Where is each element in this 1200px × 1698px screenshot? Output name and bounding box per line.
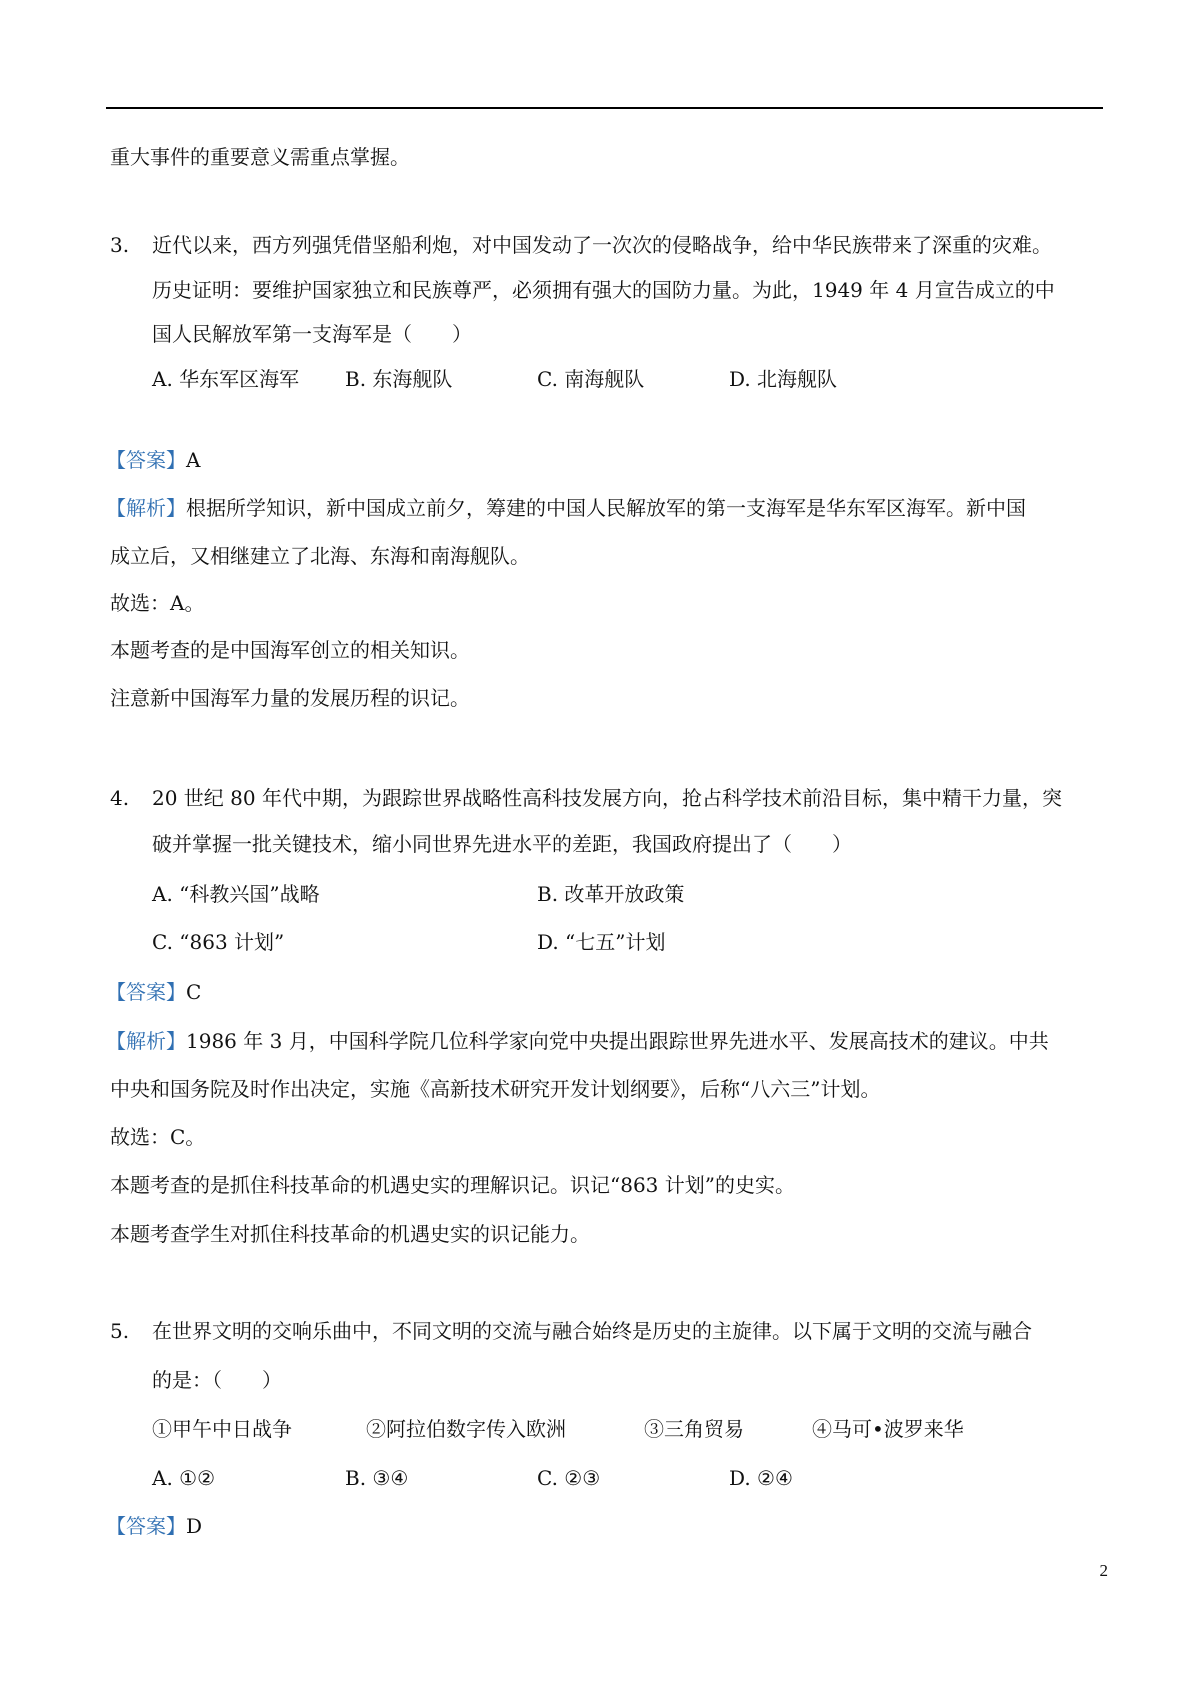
question-4-option-c: C. “863 计划” — [152, 930, 285, 954]
question-5-item-3: ③三角贸易 — [644, 1417, 744, 1441]
question-3-note-3: 注意新中国海军力量的发展历程的识记。 — [110, 686, 470, 710]
question-3-option-d: D. 北海舰队 — [729, 367, 838, 391]
answer-value: C — [186, 980, 202, 1004]
analysis-tag: 【解析】 — [106, 496, 186, 520]
question-5-number: 5. — [110, 1319, 130, 1343]
question-3-note-2: 本题考查的是中国海军创立的相关知识。 — [110, 638, 470, 662]
question-4-answer — [106, 980, 201, 1004]
question-4-number: 4. — [110, 786, 130, 810]
question-3-stem-line-1: 近代以来，西方列强凭借坚船利炮，对中国发动了一次次的侵略战争，给中华民族带来了深重的灾难。 — [152, 233, 1052, 257]
analysis-tag: 【解析】 — [106, 1029, 186, 1053]
header-rule — [106, 107, 1103, 109]
question-3-stem-line-2: 历史证明：要维护国家独立和民族尊严，必须拥有强大的国防力量。为此，1949 年 4 月宣告成立的中 — [152, 278, 1055, 302]
question-3-note-1: 故选：A。 — [110, 591, 205, 615]
question-3-stem-line-3: 国人民解放军第一支海军是（ ） — [152, 322, 472, 346]
question-5-item-1: ①甲午中日战争 — [152, 1417, 292, 1441]
question-3-option-c: C. 南海舰队 — [537, 367, 645, 391]
question-4-note-2: 本题考查的是抓住科技革命的机遇史实的理解识记。识记“863 计划”的史实。 — [110, 1173, 795, 1197]
question-4-option-b: B. 改革开放政策 — [537, 882, 685, 906]
answer-tag: 【答案】 — [106, 980, 186, 1004]
question-4-option-a: A. “科教兴国”战略 — [152, 882, 320, 906]
question-3-option-a: A. 华东军区海军 — [152, 367, 300, 391]
question-5-answer — [106, 1514, 202, 1538]
continued-text: 重大事件的重要意义需重点掌握。 — [110, 145, 410, 169]
question-5-item-2: ②阿拉伯数字传入欧洲 — [366, 1417, 566, 1441]
question-3-number: 3. — [110, 233, 130, 257]
answer-tag: 【答案】 — [106, 448, 186, 472]
question-5-option-a: A. ①② — [152, 1466, 216, 1490]
question-4-note-3: 本题考查学生对抓住科技革命的机遇史实的识记能力。 — [110, 1222, 590, 1246]
answer-value: A — [186, 448, 201, 472]
answer-tag: 【答案】 — [106, 1514, 186, 1538]
answer-value: D — [186, 1514, 203, 1538]
question-4-stem-line-1: 20 世纪 80 年代中期，为跟踪世界战略性高科技发展方向，抢占科学技术前沿目标，集中精干力量，突 — [152, 786, 1062, 810]
question-3-analysis-line-2: 成立后，又相继建立了北海、东海和南海舰队。 — [110, 544, 530, 568]
question-4-stem-line-2: 破并掌握一批关键技术，缩小同世界先进水平的差距，我国政府提出了（ ） — [152, 832, 852, 856]
page-number: 2 — [1099, 1561, 1108, 1580]
question-3-option-b: B. 东海舰队 — [345, 367, 453, 391]
question-4-analysis-line-2: 中央和国务院及时作出决定，实施《高新技术研究开发计划纲要》，后称“八六三”计划。 — [110, 1077, 881, 1101]
analysis-text: 1986 年 3 月，中国科学院几位科学家向党中央提出跟踪世界先进水平、发展高技术的建议。中共 — [186, 1029, 1049, 1053]
question-5-option-c: C. ②③ — [537, 1466, 601, 1490]
question-5-option-d: D. ②④ — [729, 1466, 793, 1490]
question-5-stem-line-2: 的是：（ ） — [152, 1368, 282, 1392]
question-4-note-1: 故选：C。 — [110, 1125, 206, 1149]
analysis-text: 根据所学知识，新中国成立前夕，筹建的中国人民解放军的第一支海军是华东军区海军。新中国 — [186, 496, 1026, 520]
question-3-answer — [106, 448, 200, 472]
question-4-analysis-line-1 — [106, 1029, 1049, 1053]
question-3-analysis-line-1 — [106, 496, 1026, 520]
question-5-item-4: ④马可•波罗来华 — [812, 1417, 964, 1441]
question-4-option-d: D. “七五”计划 — [537, 930, 666, 954]
question-5-option-b: B. ③④ — [345, 1466, 409, 1490]
question-5-stem-line-1: 在世界文明的交响乐曲中，不同文明的交流与融合始终是历史的主旋律。以下属于文明的交流与融合 — [152, 1319, 1032, 1343]
